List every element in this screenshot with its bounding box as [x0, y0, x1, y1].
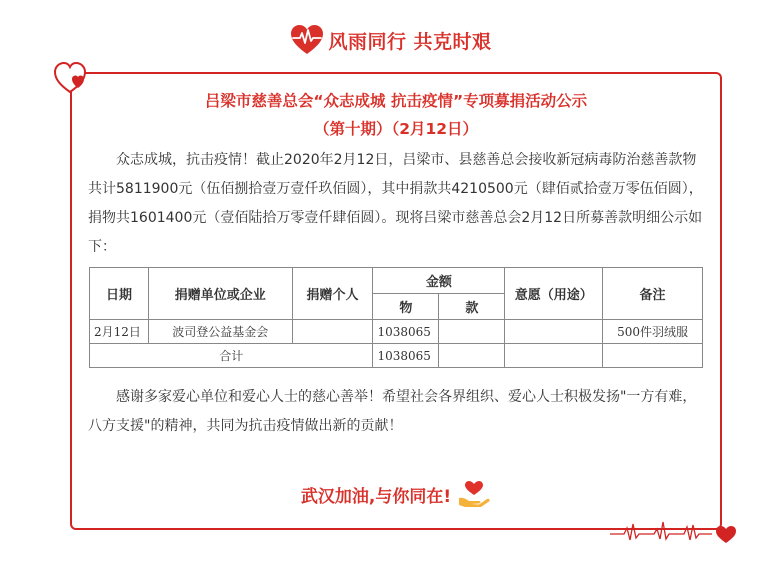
- cell-date: 2月12日: [90, 320, 149, 344]
- hands-heart-icon: [457, 480, 491, 508]
- header-remark: 备注: [603, 268, 703, 320]
- header-banner: [0, 22, 782, 58]
- banner-slogan: 风雨同行 共克时艰: [328, 30, 492, 53]
- header-amount: 金额: [373, 268, 505, 294]
- thanks-paragraph: 感谢多家爱心单位和爱心人士的慈心善举！希望社会各界组织、爱心人士积极发扬"一方有难，八方支援"的精神，共同为抗击疫情做出新的贡献！: [88, 389, 697, 434]
- cell-remark: 500件羽绒服: [603, 320, 703, 344]
- cell-goods: 1038065: [373, 320, 439, 344]
- header-money: 款: [439, 294, 505, 320]
- cell-money: [439, 320, 505, 344]
- header-person: 捐赠个人: [292, 268, 373, 320]
- closing-line: [70, 480, 722, 508]
- table-row: [90, 320, 703, 344]
- cell-org: 波司登公益基金会: [148, 320, 292, 344]
- intro-paragraph: 众志成城，抗击疫情！截止2020年2月12日，吕梁市、县慈善总会接收新冠病毒防治慈善款物共计5811900元（伍佰捌拾壹万壹仟玖佰圆），其中捐款共4210500元（肆佰贰拾壹万零伍佰圆），捐物共1601400元（壹佰陆拾万零壹仟肆佰圆）。现将吕梁市慈善总会2月12日所募善款明细公示如下：: [88, 152, 703, 255]
- header-purpose: 意愿（用途）: [505, 268, 603, 320]
- donation-table: [89, 267, 703, 368]
- closing-text: 武汉加油,与你同在!: [300, 486, 452, 507]
- cell-person: [292, 320, 373, 344]
- announcement-title: 吕梁市慈善总会“众志成城 抗击疫情”专项募捐活动公示: [204, 92, 588, 110]
- total-label: 合计: [90, 344, 373, 368]
- announcement-issue: （第十期）（2月12日）: [313, 120, 479, 138]
- header-date: 日期: [90, 268, 149, 320]
- total-goods: 1038065: [373, 344, 439, 368]
- total-row: [90, 344, 703, 368]
- heartbeat-line-icon: [610, 512, 738, 548]
- header-org: 捐赠单位或企业: [148, 268, 292, 320]
- cell-purpose: [505, 320, 603, 344]
- header-goods: 物: [373, 294, 439, 320]
- heart-ecg-icon: [290, 24, 324, 56]
